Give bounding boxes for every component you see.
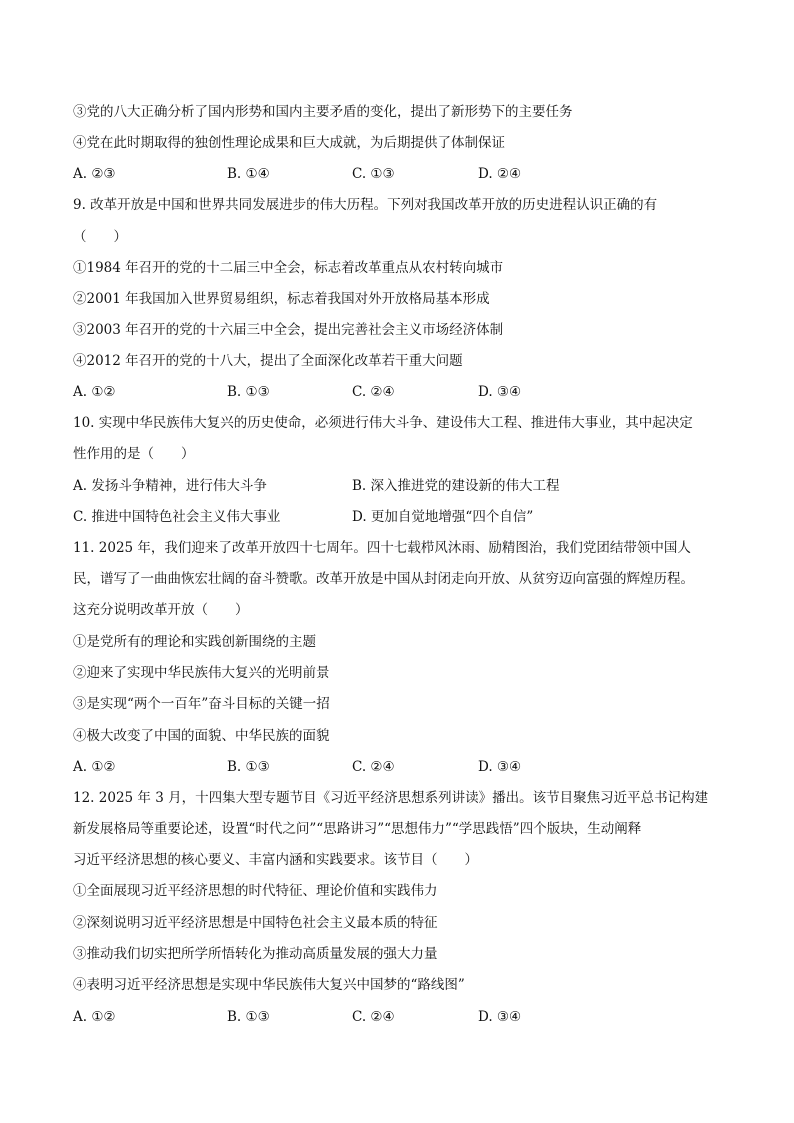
option-b[interactable]: B. ①④: [227, 166, 270, 182]
q11-statement-4: ④极大改变了中国的面貌、中华民族的面貌: [73, 728, 330, 744]
option-d[interactable]: D. ②④: [478, 166, 522, 182]
q12-statement-4: ④表明习近平经济思想是实现中华民族伟大复兴中国梦的“路线图”: [73, 977, 465, 993]
question-11-stem-cont-1: 民，谱写了一曲曲恢宏壮阔的奋斗赞歌。改革开放是中国从封闭走向开放、从贫穷迈向富强的辉煌历程。: [73, 571, 694, 587]
q9-option-a[interactable]: A. ①②: [73, 384, 116, 400]
question-11-stem: 11. 2025 年，我们迎来了改革开放四十七周年。四十七载栉风沐雨、励精图治，我们党团结带领中国人: [73, 540, 691, 556]
q9-option-b[interactable]: B. ①③: [227, 384, 270, 400]
q11-option-d[interactable]: D. ③④: [478, 759, 522, 775]
q12-statement-2: ②深刻说明习近平经济思想是中国特色社会主义最本质的特征: [73, 915, 438, 931]
statement-3: ③党的八大正确分析了国内形势和国内主要矛盾的变化，提出了新形势下的主要任务: [73, 104, 573, 120]
statement-4: ④党在此时期取得的独创性理论成果和巨大成就，为后期提供了体制保证: [73, 135, 505, 151]
q10-option-c[interactable]: C. 推进中国特色社会主义伟大事业: [73, 509, 281, 525]
q10-option-a[interactable]: A. 发扬斗争精神，进行伟大斗争: [73, 478, 267, 494]
q9-statement-1: ①1984 年召开的党的十二届三中全会，标志着改革重点从农村转向城市: [73, 260, 504, 276]
option-a[interactable]: A. ②③: [73, 166, 116, 182]
q12-statement-3: ③推动我们切实把所学所悟转化为推动高质量发展的强大力量: [73, 946, 438, 962]
q12-option-d[interactable]: D. ③④: [478, 1009, 522, 1025]
q10-option-d[interactable]: D. 更加自觉地增强“四个自信”: [352, 509, 534, 525]
q12-option-a[interactable]: A. ①②: [73, 1009, 116, 1025]
q11-statement-2: ②迎来了实现中华民族伟大复兴的光明前景: [73, 665, 330, 681]
question-9-stem: 9. 改革开放是中国和世界共同发展进步的伟大历程。下列对我国改革开放的历史进程认识正确的有: [73, 197, 658, 213]
q11-option-c[interactable]: C. ②④: [352, 759, 395, 775]
question-10-stem-cont: 性作用的是（ ）: [73, 446, 195, 462]
q11-option-a[interactable]: A. ①②: [73, 759, 116, 775]
q9-statement-2: ②2001 年我国加入世界贸易组织，标志着我国对外开放格局基本形成: [73, 291, 490, 307]
question-12-stem: 12. 2025 年 3 月，十四集大型专题节目《习近平经济思想系列讲读》播出。该节目聚焦习近平总书记构建: [73, 790, 709, 806]
question-10-stem: 10. 实现中华民族伟大复兴的历史使命，必须进行伟大斗争、建设伟大工程、推进伟大事业，其中起决定: [73, 415, 693, 431]
question-9-stem-cont: （ ）: [73, 229, 127, 245]
q11-option-b[interactable]: B. ①③: [227, 759, 270, 775]
question-12-stem-cont-2: 习近平经济思想的核心要义、丰富内涵和实践要求。该节目（ ）: [73, 852, 478, 868]
q12-option-c[interactable]: C. ②④: [352, 1009, 395, 1025]
q9-option-d[interactable]: D. ③④: [478, 384, 522, 400]
question-11-stem-cont-2: 这充分说明改革开放（ ）: [73, 602, 249, 618]
q12-option-b[interactable]: B. ①③: [227, 1009, 270, 1025]
q10-option-b[interactable]: B. 深入推进党的建设新的伟大工程: [352, 478, 560, 494]
q12-statement-1: ①全面展现习近平经济思想的时代特征、理论价值和实践伟力: [73, 883, 438, 899]
q9-statement-3: ③2003 年召开的党的十六届三中全会，提出完善社会主义市场经济体制: [73, 322, 504, 338]
q11-statement-3: ③是实现“两个一百年”奋斗目标的关键一招: [73, 696, 330, 712]
q9-statement-4: ④2012 年召开的党的十八大，提出了全面深化改革若干重大问题: [73, 353, 463, 369]
question-12-stem-cont-1: 新发展格局等重要论述，设置“时代之问”“思路讲习”“思想伟力”“学思践悟”四个版块，生动阐释: [73, 821, 642, 837]
option-c[interactable]: C. ①③: [352, 166, 395, 182]
q11-statement-1: ①是党所有的理论和实践创新围绕的主题: [73, 634, 316, 650]
q9-option-c[interactable]: C. ②④: [352, 384, 395, 400]
